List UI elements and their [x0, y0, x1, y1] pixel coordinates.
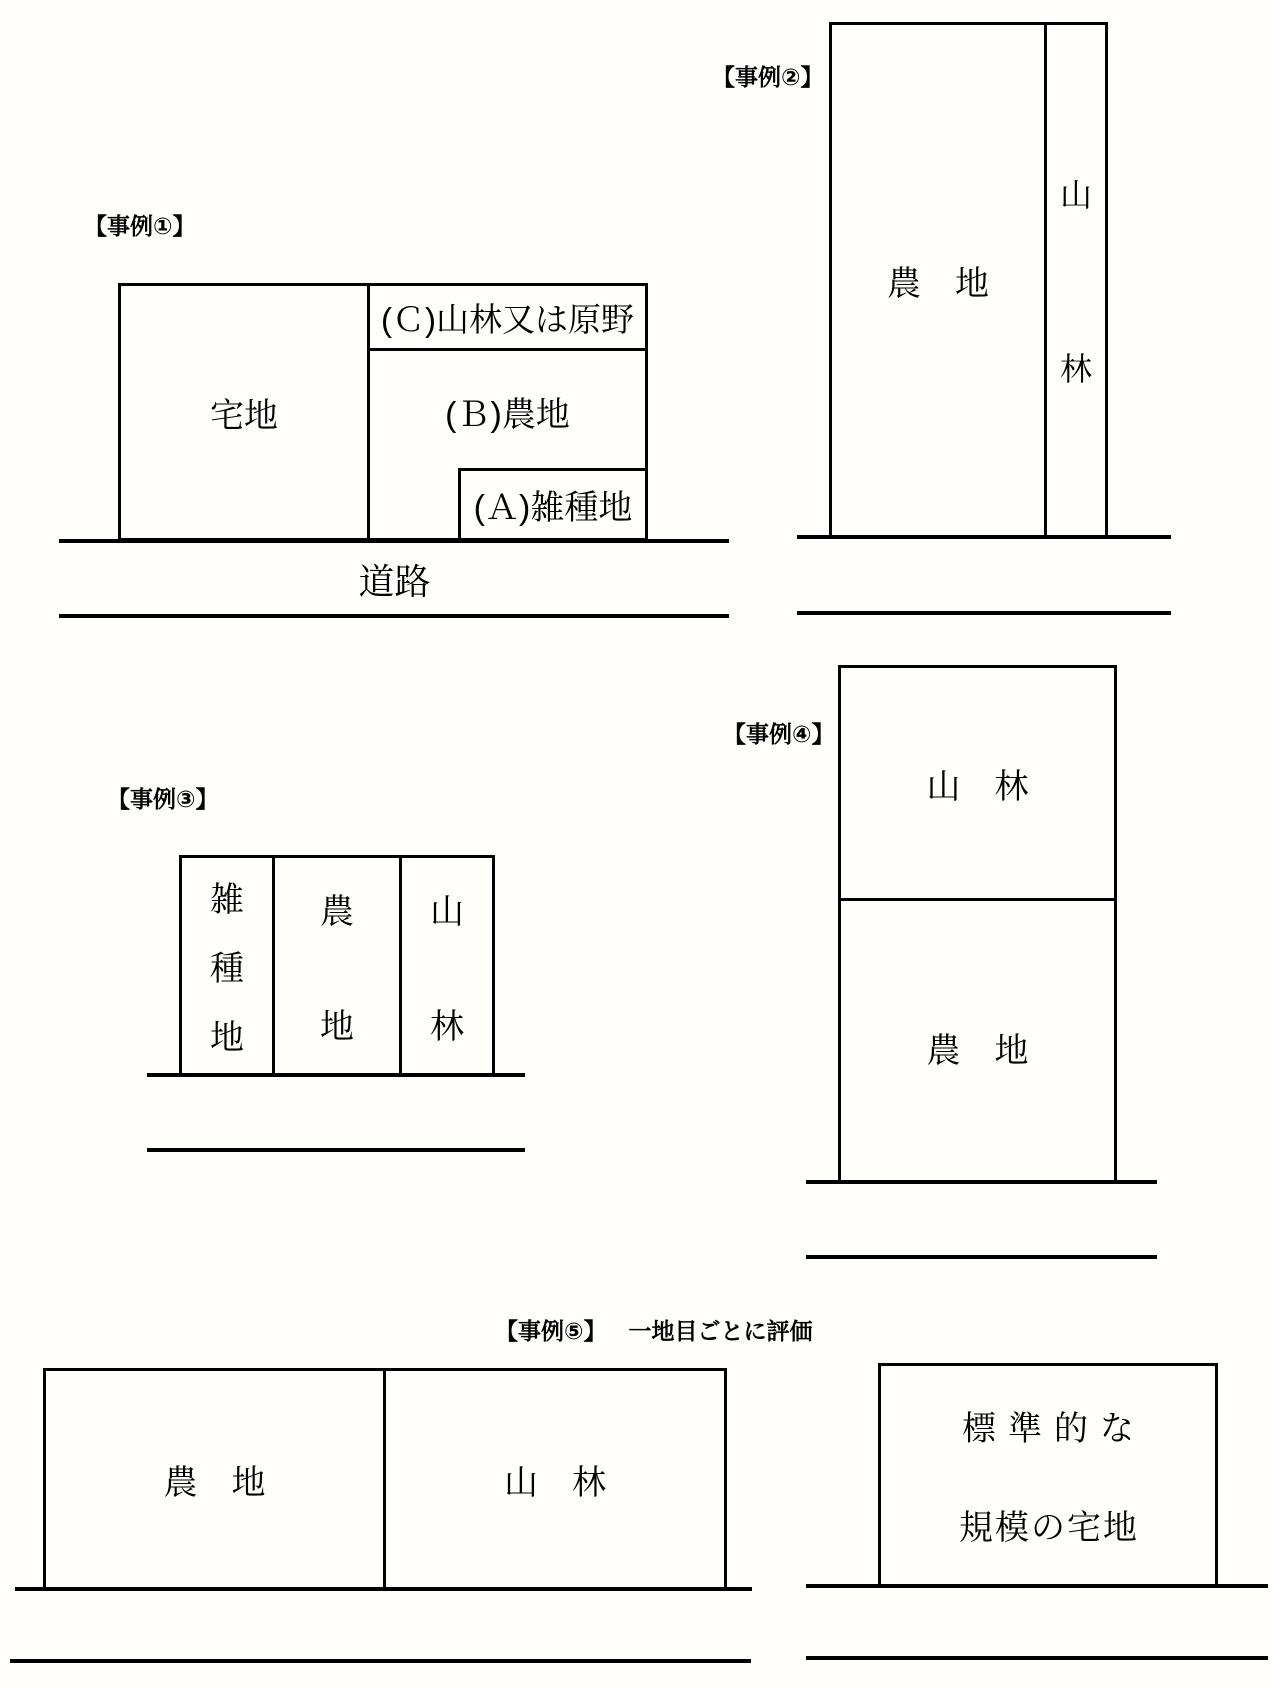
case1-parcel-c-cell	[370, 286, 645, 351]
case3-sanrin-char-1: 山	[430, 892, 464, 931]
case3-zatsushuchi-char-2: 種	[210, 950, 244, 988]
case4-road-line-lower	[806, 1255, 1157, 1259]
case3-col-zatsushuchi	[182, 858, 272, 1073]
case1-road-label: 道路	[358, 560, 431, 602]
case4-label: 【事例④】	[723, 721, 835, 747]
case3-sanrin-char-2: 林	[430, 1007, 464, 1046]
case1-road-line-lower	[59, 614, 729, 618]
case1-parcel-b-label: (Ｂ)農地	[445, 395, 570, 434]
case1-parcel-b-area	[370, 354, 645, 468]
case2-forest-char-2: 林	[1059, 351, 1092, 387]
case1-parcel-a-box	[458, 468, 648, 541]
case4-road-line-upper	[806, 1180, 1157, 1184]
case3-nochi-char-2: 地	[320, 1007, 354, 1046]
case5-note: 一地目ごとに評価	[628, 1318, 813, 1344]
case1-parcel-a-label: (Ａ)雑種地	[473, 489, 633, 527]
case2-farmland-cell	[832, 25, 1044, 535]
case2-box	[829, 22, 1108, 538]
case5-left-road-line-lower	[10, 1659, 751, 1663]
case5-farmland-label: 農 地	[163, 1463, 266, 1502]
case3-label: 【事例③】	[107, 786, 219, 812]
case3-zatsushuchi-char-3: 地	[210, 1019, 244, 1057]
case1-parcel-c-label: (Ｃ)山林又は原野	[381, 300, 634, 338]
case4-forest-cell	[841, 668, 1114, 898]
case5-farmland-cell	[46, 1371, 383, 1587]
case5-right-road-line-upper	[806, 1584, 1268, 1588]
case5-standard-line1: 標準的な	[962, 1410, 1146, 1448]
case5-left-box	[43, 1368, 727, 1590]
case3-box	[179, 855, 495, 1076]
case2-farmland-label: 農 地	[887, 264, 989, 303]
case3-nochi-char-1: 農	[320, 892, 354, 931]
case3-zatsushuchi-char-1: 雑	[210, 881, 244, 919]
case3-col-sanrin	[402, 858, 492, 1073]
case3-col-nochi	[275, 858, 399, 1073]
case5-forest-cell	[386, 1371, 724, 1587]
case2-forest-char-1: 山	[1059, 177, 1092, 213]
case2-road-line-upper	[797, 535, 1171, 539]
case5-label: 【事例⑤】	[495, 1318, 607, 1344]
case3-road-line-lower	[147, 1148, 525, 1152]
case5-forest-label: 山 林	[504, 1463, 606, 1502]
case4-forest-label: 山 林	[926, 767, 1029, 806]
case4-box	[838, 665, 1117, 1183]
case2-forest-cell	[1047, 25, 1105, 535]
case4-farmland-cell	[841, 901, 1114, 1180]
case1-label: 【事例①】	[84, 213, 196, 239]
case5-left-road-line-upper	[15, 1587, 752, 1591]
case1-road-line-upper	[59, 539, 729, 543]
case3-road-line-upper	[147, 1073, 525, 1077]
case5-label-row	[495, 1318, 812, 1346]
case2-label: 【事例②】	[712, 64, 824, 90]
case4-farmland-label: 農 地	[926, 1032, 1029, 1070]
case1-road-label-area	[327, 556, 462, 602]
case5-right-road-line-lower	[806, 1656, 1268, 1660]
case1-takuchi-label: 宅地	[210, 396, 278, 435]
case1-takuchi-box	[118, 283, 370, 541]
case5-standard-box	[878, 1363, 1218, 1587]
case5-standard-line2: 規模の宅地	[959, 1509, 1139, 1547]
case2-road-line-lower	[797, 611, 1171, 615]
